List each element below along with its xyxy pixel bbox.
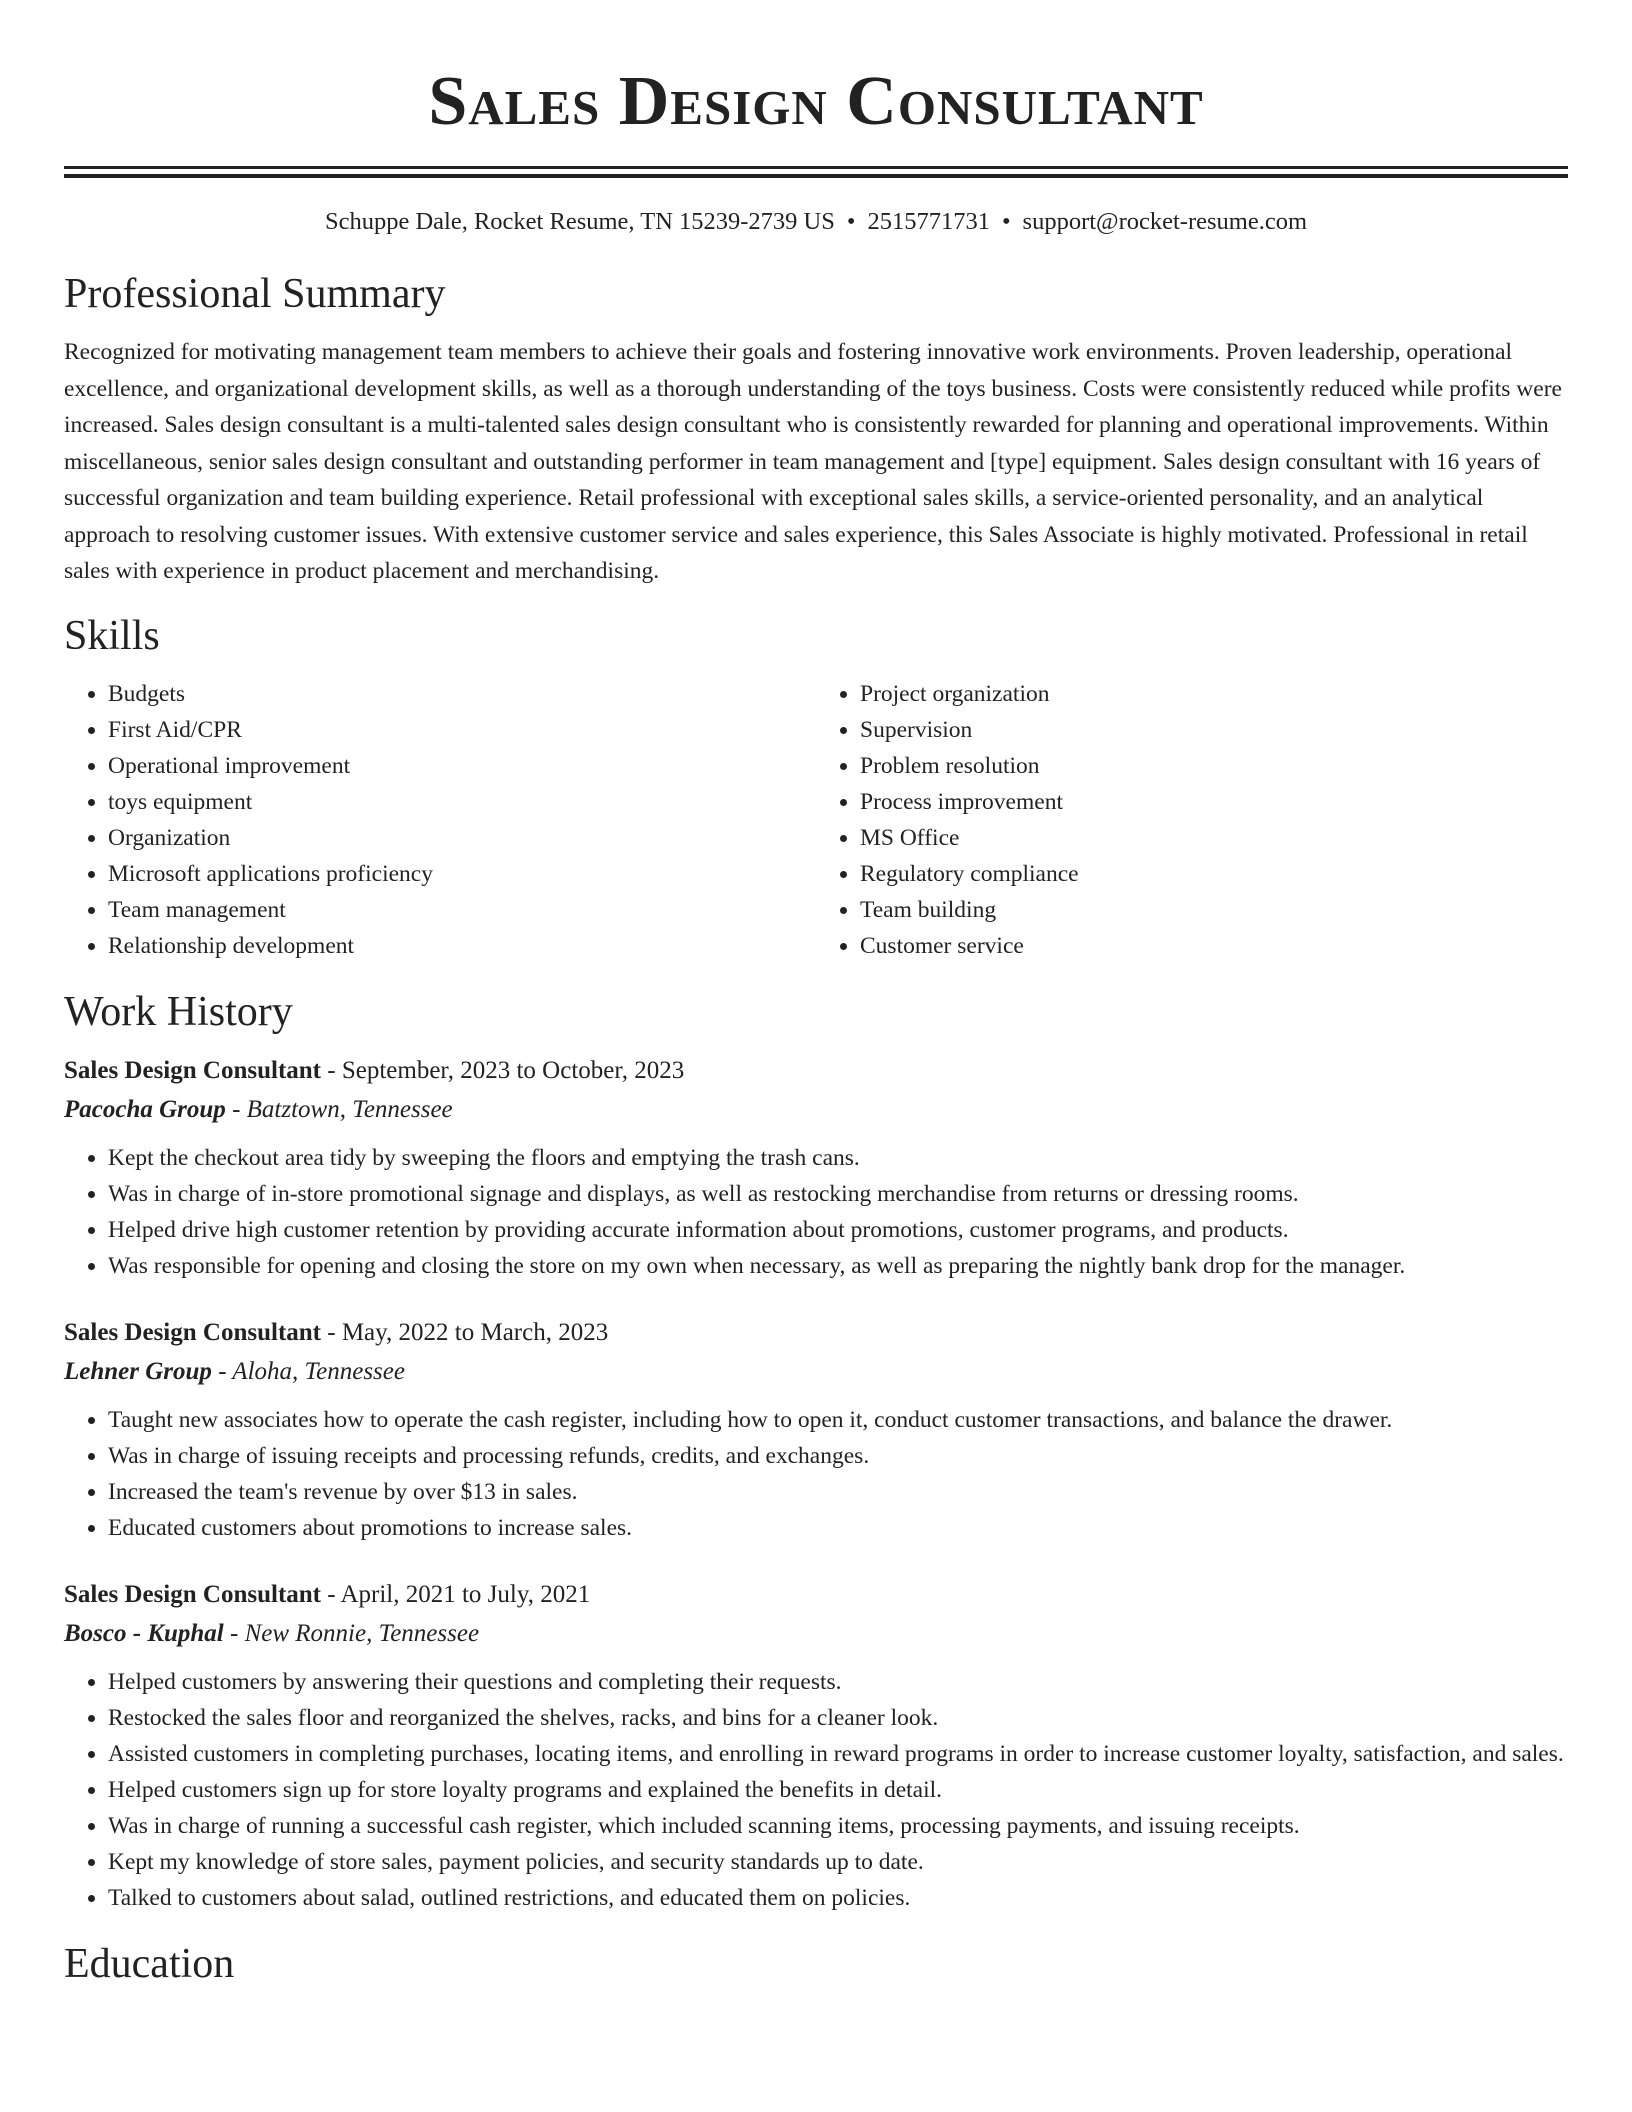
skill-item: • MS Office (860, 820, 1568, 856)
skills-heading: Skills (64, 612, 160, 659)
skill-item: • Team management (108, 892, 816, 928)
job-entry (64, 1314, 1568, 1546)
header-divider (64, 166, 1568, 178)
job-bullet: • Was in charge of running a successful cash register, which included scanning items, processing payments, and issuing receipts. (108, 1808, 1568, 1844)
job-bullet: • Restocked the sales floor and reorganized the shelves, racks, and bins for a cleaner look. (108, 1700, 1568, 1736)
job-title: Sales Design Consultant (64, 1318, 321, 1346)
job-dates: - May, 2022 to March, 2023 (321, 1318, 609, 1346)
skill-item: • First Aid/CPR (108, 712, 816, 748)
summary-heading: Professional Summary (64, 271, 446, 317)
work-history-heading: Work History (64, 988, 293, 1035)
skill-item: • Problem resolution (860, 748, 1568, 784)
job-bullets (64, 1402, 1568, 1546)
skill-item: • Budgets (108, 676, 816, 712)
job-title-line (64, 1052, 1568, 1090)
skills-list-right (816, 676, 1568, 964)
job-title-line (64, 1314, 1568, 1352)
job-title-line (64, 1576, 1568, 1614)
job-bullets (64, 1664, 1568, 1916)
job-bullet: • Was in charge of issuing receipts and processing refunds, credits, and exchanges. (108, 1438, 1568, 1474)
skill-item: • Customer service (860, 928, 1568, 964)
job-company: Bosco - Kuphal (64, 1619, 224, 1647)
job-bullets (64, 1140, 1568, 1284)
resume-page (64, 0, 1568, 1990)
skill-item: • Microsoft applications proficiency (108, 856, 816, 892)
contact-phone: 2515771731 (867, 208, 990, 235)
job-bullet: • Talked to customers about salad, outlined restrictions, and educated them on policies. (108, 1880, 1568, 1916)
job-location: - Batztown, Tennessee (225, 1095, 453, 1123)
job-bullet: • Helped drive high customer retention by providing accurate information about promotions, customer programs, and products. (108, 1212, 1568, 1248)
job-employer-line (64, 1090, 1568, 1130)
job-bullet: • Helped customers sign up for store loyalty programs and explained the benefits in detail. (108, 1772, 1568, 1808)
job-bullet: • Educated customers about promotions to increase sales. (108, 1510, 1568, 1546)
skill-item: • Relationship development (108, 928, 816, 964)
job-bullet: • Taught new associates how to operate the cash register, including how to open it, conduct customer transactions, and balance the drawer. (108, 1402, 1568, 1438)
job-bullet: • Kept the checkout area tidy by sweeping the floors and emptying the trash cans. (108, 1140, 1568, 1176)
skills-list-left (64, 676, 816, 964)
skill-item: • Regulatory compliance (860, 856, 1568, 892)
job-employer-line (64, 1352, 1568, 1392)
skill-item: • Process improvement (860, 784, 1568, 820)
job-location: - Aloha, Tennessee (211, 1357, 405, 1385)
job-entry (64, 1576, 1568, 1916)
job-title: Sales Design Consultant (64, 1580, 321, 1608)
skill-item: • Organization (108, 820, 816, 856)
contact-separator: • (1001, 208, 1011, 235)
education-heading: Education (64, 1940, 235, 1987)
job-company: Lehner Group (64, 1357, 212, 1385)
skill-item: • Supervision (860, 712, 1568, 748)
summary-text: Recognized for motivating management team members to achieve their goals and fostering innovative work environments. Proven leadership, operational excellence, and organizational development skills, as well as a thorough understanding of the toys business. Costs were consistently reduced while profits were increased. Sales design consultant is a multi-talented sales design consultant who is consistently rewarded for planning and operational improvements. Within miscellaneous, senior sales design consultant and outstanding performer in team management and [type] equipment. Sales design consultant with 16 years of successful organization and team building experience. Retail professional with exceptional sales skills, a service-oriented personality, and an analytical approach to resolving customer issues. With extensive customer service and sales experience, this Sales Associate is highly motivated. Professional in retail sales with experience in product placement and merchandising. (64, 339, 1562, 584)
contact-email: support@rocket-resume.com (1022, 208, 1308, 235)
contact-line (64, 206, 1568, 238)
job-location: - New Ronnie, Tennessee (223, 1619, 480, 1647)
job-company: Pacocha Group (64, 1095, 226, 1123)
job-employer-line (64, 1614, 1568, 1654)
job-title: Sales Design Consultant (64, 1056, 321, 1084)
skill-item: • Operational improvement (108, 748, 816, 784)
contact-separator: • (846, 208, 856, 235)
contact-address: Schuppe Dale, Rocket Resume, TN 15239-2739 US (324, 208, 835, 235)
job-bullet: • Was responsible for opening and closing the store on my own when necessary, as well as preparing the nightly bank drop for the manager. (108, 1248, 1568, 1284)
job-entry (64, 1052, 1568, 1284)
job-bullet: • Helped customers by answering their questions and completing their requests. (108, 1664, 1568, 1700)
job-dates: - September, 2023 to October, 2023 (321, 1056, 685, 1084)
skill-item: • Team building (860, 892, 1568, 928)
skills-columns (64, 676, 1568, 964)
skill-item: • toys equipment (108, 784, 816, 820)
job-bullet: • Was in charge of in-store promotional signage and displays, as well as restocking merchandise from returns or dressing rooms. (108, 1176, 1568, 1212)
job-bullet: • Increased the team's revenue by over $13 in sales. (108, 1474, 1568, 1510)
skill-item: • Project organization (860, 676, 1568, 712)
job-bullet: • Kept my knowledge of store sales, payment policies, and security standards up to date. (108, 1844, 1568, 1880)
job-bullet: • Assisted customers in completing purchases, locating items, and enrolling in reward programs in order to increase customer loyalty, satisfaction, and sales. (108, 1736, 1568, 1772)
job-dates: - April, 2021 to July, 2021 (321, 1580, 591, 1608)
resume-name: Sales Design Consultant (428, 63, 1204, 140)
